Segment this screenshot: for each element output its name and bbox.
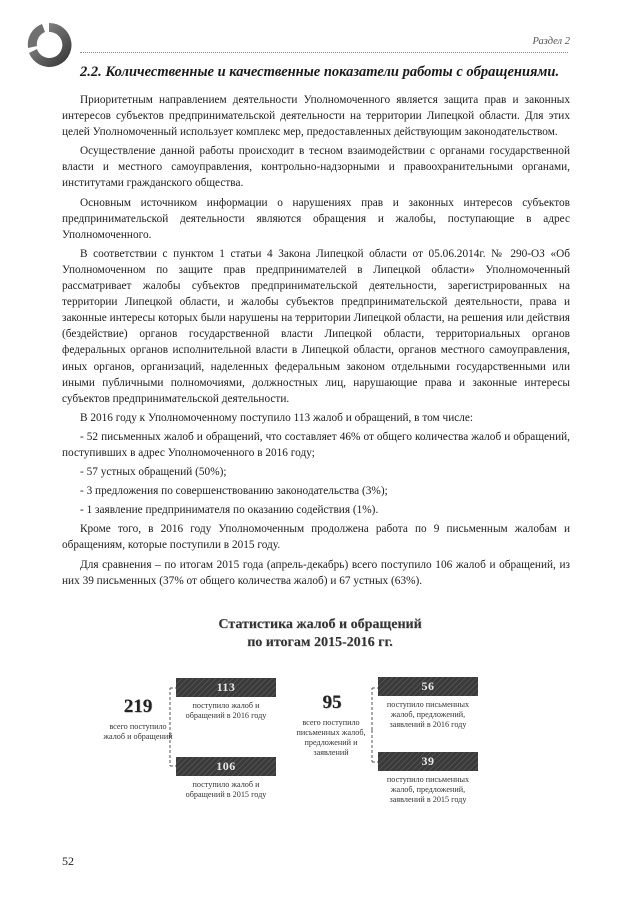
paragraph: Приоритетным направлением деятельности Уполномоченного является защита прав и законных интересов субъектов предпринимательской деятельности на территории Липецкой области. Для этих целей Уполномоченный использует комплекс мер, предоставленных действующим законодательством. xyxy=(62,94,570,139)
stat-box-value: 39 xyxy=(421,754,435,768)
total-value: 95 xyxy=(322,692,342,713)
paragraph: Кроме того, в 2016 году Уполномоченным продолжена работа по 9 письменным жалобам и обращениям, которые поступили в 2015 году. xyxy=(62,523,570,552)
stat-box-caption: поступило жалоб и обращений в 2015 году xyxy=(185,780,267,799)
section-title: 2.2. Количественные и качественные показатели работы с обращениями. xyxy=(80,64,560,80)
paragraph: Осуществление данной работы происходит в тесном взаимодействии с органами государственной власти и местного самоуправления, контрольно-надзорными и правоохранительными органами, институтами гражданского общества. xyxy=(62,145,570,190)
list-item: - 52 письменных жалоб и обращений, что составляет 46% от общего количества жалоб и обращений, поступивших в адрес Уполномоченного в 2016 году; xyxy=(62,430,570,459)
stat-box-value: 113 xyxy=(216,680,236,694)
stats-title-line: по итогам 2015-2016 гг. xyxy=(247,635,393,650)
list-item: - 3 предложения по совершенствованию законодательства (3%); xyxy=(80,485,388,498)
list-item: - 57 устных обращений (50%); xyxy=(80,466,227,479)
stat-box-caption: поступило письменных жалоб, предложений, заявлений в 2016 году xyxy=(386,700,470,729)
paragraph: Основным источником информации о нарушениях прав и законных интересов субъектов предпринимательской деятельности являются обращения и жалобы, поступающие в адрес Уполномоченного. xyxy=(62,196,570,241)
paragraph: В соответствии с пунктом 1 статьи 4 Закона Липецкой области от 05.06.2014г. № 290-ОЗ «Об Уполномоченном по защите прав предпринимателей в Липецкой области» Уполномоченный рассматривает жалобы субъектов предпринимательской деятельности, зарегистрированных на территории Липецкой области, и жалобы субъектов предпринимательской деятельности, права и законные интересы которых были нарушены на территории Липецкой области, на решения или действия (бездействие) органов государственной власти Липецкой области, территориальных органов федеральных органов исполнительной власти в Липецкой области, органов местного самоуправления, иных органов, организаций, наделенных федеральным законом отдельными государственными или иными публичными полномочиями, должностных лиц, нарушающие права и законные интересы субъектов предпринимательской деятельности. xyxy=(62,247,570,405)
stat-box-value: 106 xyxy=(216,759,236,773)
section-label: Раздел 2 xyxy=(532,36,570,47)
stats-title-line: Статистика жалоб и обращений xyxy=(218,617,422,632)
page-number: 52 xyxy=(62,854,74,868)
stat-box-caption: поступило письменных жалоб, предложений, заявлений в 2015 году xyxy=(386,775,470,804)
total-caption: всего поступило жалоб и обращений xyxy=(103,722,173,741)
paragraph: Для сравнения – по итогам 2015 года (апрель-декабрь) всего поступило 106 жалоб и обращений, из них 39 письменных (37% от общего количества жалоб) и 67 устных (63%). xyxy=(62,558,570,587)
stat-box-caption: поступило жалоб и обращений в 2016 году xyxy=(185,701,267,720)
list-item: - 1 заявление предпринимателя по оказанию содействия (1%). xyxy=(80,504,379,517)
total-value: 219 xyxy=(123,696,153,717)
paragraph: В 2016 году к Уполномоченному поступило 113 жалоб и обращений, в том числе: xyxy=(80,411,474,424)
total-caption: всего поступило письменных жалоб, предложений и заявлений xyxy=(296,718,366,757)
stat-box-value: 56 xyxy=(421,679,435,693)
